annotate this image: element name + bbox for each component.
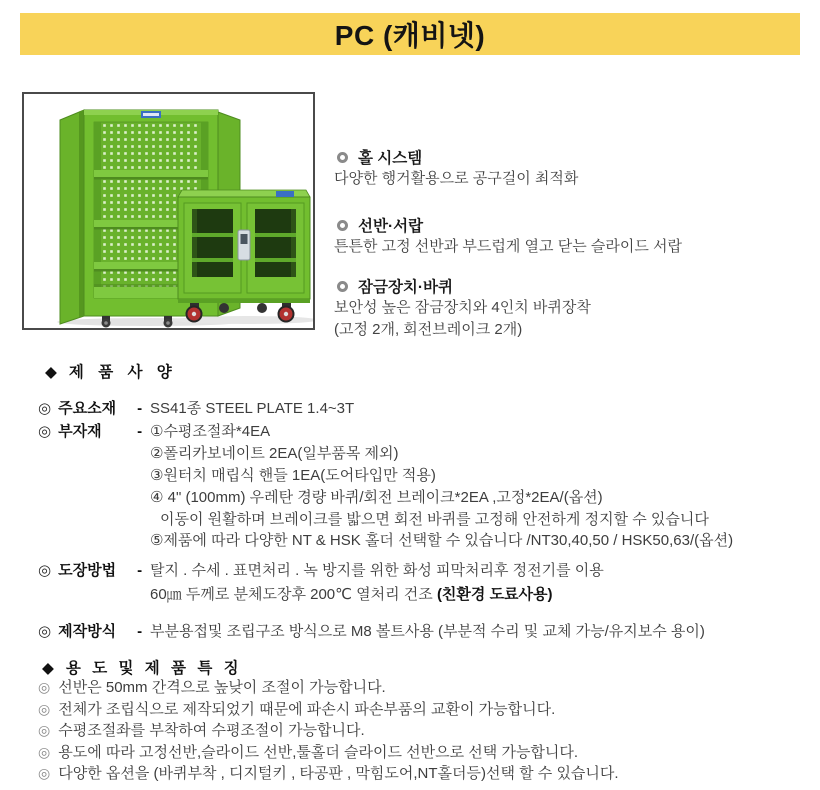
page-title: PC (캐비넷) [334, 20, 486, 51]
usage-item: ◎ 전체가 조립식으로 제작되었기 때문에 파손시 파손부품의 교환이 가능합니다. [38, 700, 556, 718]
usage-item: ◎ 용도에 따라 고정선반,슬라이드 선반,툴홀더 슬라이드 선반으로 선택 가능합니다. [38, 743, 579, 761]
feature-desc: 보안성 높은 잠금장치와 4인치 바퀴장착 [334, 299, 591, 316]
bullseye-bullet-icon: ◎ [38, 765, 51, 782]
bullseye-bullet-icon: ◎ [38, 623, 52, 640]
spec-value: ④ 4" (100mm) 우레탄 경량 바퀴/회전 브레이크*2EA ,고정*2EA/(옵션) [150, 489, 603, 506]
spec-value: ⑤제품에 따라 다양한 NT & HSK 홀더 선택할 수 있습니다 /NT30,40,50 / HSK50,63/(옵션) [150, 532, 734, 549]
spec-label: 부자재 [58, 423, 102, 440]
spec-value: ①수평조절좌*4EA [150, 423, 271, 440]
diamond-bullet-icon: ◆ [42, 660, 54, 677]
spec-row-assembly [38, 620, 142, 640]
feature-title: 선반·서랍 [358, 218, 424, 235]
feature-desc: (고정 2개, 회전브레이크 2개) [334, 321, 523, 338]
spec-value: 이동이 원활하며 브레이크를 밟으면 회전 바퀴를 고정해 안전하게 정지할 수 있습니다 [160, 511, 709, 528]
usage-list [38, 677, 798, 785]
diamond-bullet-icon: ◆ [45, 364, 57, 381]
spec-row-parts [38, 420, 142, 440]
spec-value: 부분용접및 조립구조 방식으로 M8 볼트사용 (부분적 수리 및 교체 가능/유지보수 용이) [150, 623, 705, 640]
spec-value: SS41종 STEEL PLATE 1.4~3T [150, 400, 355, 417]
spec-separator: - [137, 400, 143, 417]
bullseye-bullet-icon: ◎ [38, 743, 51, 760]
bullseye-bullet-icon: ◎ [38, 679, 51, 695]
bullseye-bullet-icon: ◎ [38, 700, 51, 717]
spec-row-coating [38, 559, 142, 579]
eco-paint-note: (친환경 도료사용) [436, 586, 553, 603]
bullseye-bullet-icon: ◎ [38, 423, 52, 440]
usage-section-title: ◆ 용 도 및 제 품 특 징 [42, 660, 243, 677]
spec-value: 탈지 . 수세 . 표면처리 . 녹 방지를 위한 화성 피막처리후 정전기를 이용 [150, 562, 604, 579]
spec-label: 제작방식 [58, 623, 117, 640]
bullseye-bullet-icon: ◎ [38, 562, 52, 579]
spec-separator: - [137, 623, 143, 640]
feature-block-shelf-drawer [334, 214, 682, 258]
spec-separator: - [137, 423, 143, 440]
ring-bullet-icon [337, 281, 348, 292]
cabinet-illustration [24, 94, 313, 328]
product-photo [22, 92, 315, 330]
feature-block-lock-wheel [334, 275, 591, 341]
feature-desc: 튼튼한 고정 선반과 부드럽게 열고 닫는 슬라이드 서랍 [334, 238, 682, 255]
feature-title: 홀 시스템 [358, 150, 423, 167]
short-cabinet-graphic [178, 190, 310, 322]
bullseye-bullet-icon: ◎ [38, 722, 51, 739]
feature-desc: 다양한 행거활용으로 공구걸이 최적화 [334, 170, 579, 187]
title-banner [20, 13, 800, 55]
feature-title: 잠금장치·바퀴 [358, 279, 454, 296]
spec-value: 60㎛ 두께로 분체도장후 200℃ 열처리 건조 (친환경 도료사용) [150, 586, 553, 603]
ring-bullet-icon [337, 220, 348, 231]
spec-label: 주요소재 [58, 400, 117, 417]
ring-bullet-icon [337, 152, 348, 163]
spec-row-material [38, 397, 142, 417]
usage-item: ◎ 선반은 50mm 간격으로 높낮이 조절이 가능합니다. [38, 679, 386, 696]
usage-item: ◎ 수평조절좌를 부착하여 수평조절이 가능합니다. [38, 722, 365, 740]
spec-section-title: ◆ 제 품 사 양 [45, 364, 177, 381]
spec-value: ②폴리카보네이트 2EA(일부품목 제외) [150, 445, 399, 462]
usage-item: ◎ 다양한 옵션을 (바퀴부착 , 디지털키 , 타공판 , 막힘도어,NT홀더등)선택 할 수 있습니다. [38, 765, 619, 783]
feature-block-hole-system [334, 146, 578, 190]
spec-separator: - [137, 562, 143, 579]
spec-label: 도장방법 [58, 562, 117, 579]
bullseye-bullet-icon: ◎ [38, 400, 52, 417]
spec-value: ③원터치 매립식 핸들 1EA(도어타입만 적용) [150, 467, 436, 484]
